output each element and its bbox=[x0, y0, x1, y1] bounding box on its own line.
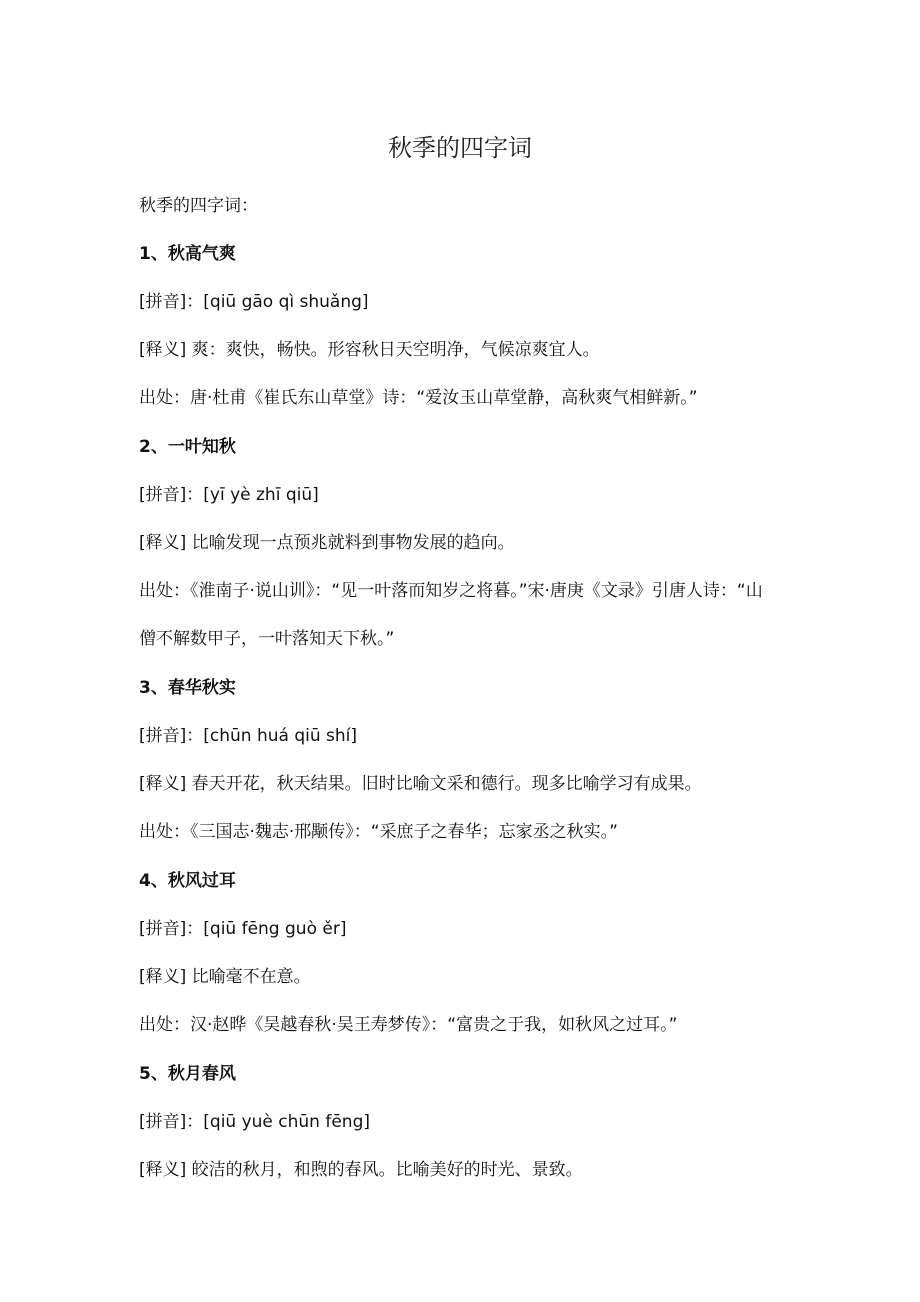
entry-4-pinyin: [拼音]：[qiū fēng guò ěr] bbox=[139, 919, 347, 939]
entry-4-heading: 4、秋风过耳 bbox=[139, 871, 236, 891]
document-title: 秋季的四字词 bbox=[388, 134, 532, 162]
entry-2-pinyin: [拼音]：[yī yè zhī qiū] bbox=[139, 485, 319, 505]
entry-3-pinyin: [拼音]：[chūn huá qiū shí] bbox=[139, 726, 358, 746]
entry-5-heading: 5、秋月春风 bbox=[139, 1064, 236, 1084]
entry-5-meaning: [释义] 皎洁的秋月，和煦的春风。比喻美好的时光、景致。 bbox=[139, 1160, 583, 1180]
entry-3-source: 出处：《三国志·魏志·邢颙传》：“采庶子之春华；忘家丞之秋实。” bbox=[139, 822, 618, 842]
entry-4-meaning: [释义] 比喻毫不在意。 bbox=[139, 967, 311, 987]
entry-2-source-continued: 僧不解数甲子，一叶落知天下秋。” bbox=[139, 629, 395, 649]
entry-2-source: 出处：《淮南子·说山训》：“见一叶落而知岁之将暮。”宋·唐庚《文录》引唐人诗：“山 bbox=[139, 581, 763, 601]
entry-3-meaning: [释义] 春天开花，秋天结果。旧时比喻文采和德行。现多比喻学习有成果。 bbox=[139, 774, 702, 794]
entry-2-heading: 2、一叶知秋 bbox=[139, 437, 236, 457]
entry-3-heading: 3、春华秋实 bbox=[139, 678, 236, 698]
entry-1-meaning: [释义] 爽：爽快，畅快。形容秋日天空明净，气候凉爽宜人。 bbox=[139, 340, 600, 360]
entry-1-heading: 1、秋高气爽 bbox=[139, 244, 236, 264]
entry-2-meaning: [释义] 比喻发现一点预兆就料到事物发展的趋向。 bbox=[139, 533, 515, 553]
entry-1-pinyin: [拼音]：[qiū gāo qì shuǎng] bbox=[139, 292, 369, 312]
entry-4-source: 出处：汉·赵晔《吴越春秋·吴王寿梦传》：“富贵之于我，如秋风之过耳。” bbox=[139, 1015, 678, 1035]
entry-1-source: 出处：唐·杜甫《崔氏东山草堂》诗：“爱汝玉山草堂静，高秋爽气相鲜新。” bbox=[139, 388, 698, 408]
entry-5-pinyin: [拼音]：[qiū yuè chūn fēng] bbox=[139, 1112, 371, 1132]
intro-text: 秋季的四字词： bbox=[139, 196, 258, 216]
